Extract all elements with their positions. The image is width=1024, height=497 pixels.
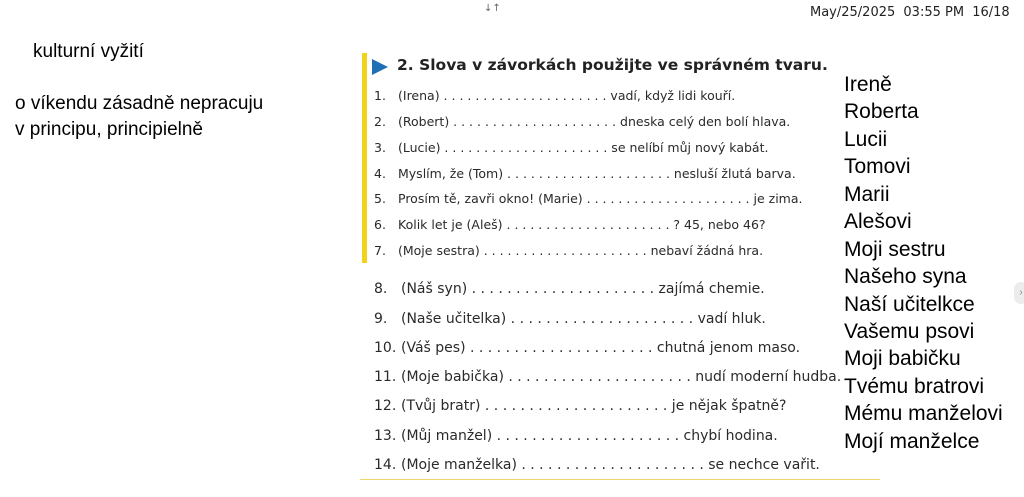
exercise-row (374, 217, 766, 232)
answer-text: Moji babičku (844, 347, 961, 370)
row-text: (Naše učitelka) . . . . . . . . . . . . . . . . . . . . . vadí hluk. (401, 311, 766, 327)
sheet-bottom-rule (360, 479, 880, 480)
answer-text: Ireně (844, 73, 892, 96)
answer-text: Lucii (844, 128, 888, 151)
row-number: 9. (374, 311, 388, 327)
note-text: v principu, principielně (15, 119, 203, 140)
row-text: (Moje sestra) . . . . . . . . . . . . . . . . . . . . . nebaví žádná hra. (398, 243, 764, 258)
exercise-row (374, 428, 778, 444)
row-number: 1. (374, 88, 386, 103)
row-number: 6. (374, 217, 386, 232)
answer-text: Tomovi (844, 155, 911, 178)
row-text: (Moje babička) . . . . . . . . . . . . . . . . . . . . . nudí moderní hudba. (401, 369, 842, 385)
answer-text: Vašemu psovi (844, 320, 975, 343)
row-text: (Moje manželka) . . . . . . . . . . . . . . . . . . . . . se nechce vařit. (401, 457, 820, 473)
answer-text: Tvému bratrovi (844, 375, 985, 398)
row-number: 7. (374, 243, 386, 258)
row-number: 12. (374, 398, 397, 414)
row-text: (Můj manžel) . . . . . . . . . . . . . . . . . . . . . chybí hodina. (401, 428, 778, 444)
exercise-row (374, 340, 800, 356)
answer-text: Alešovi (844, 210, 912, 233)
row-number: 4. (374, 166, 386, 181)
answer-text: Mému manželovi (844, 402, 1003, 425)
row-number: 10. (374, 340, 397, 356)
row-text: Prosím tě, zavři okno! (Marie) . . . . . . . . . . . . . . . . . . . . . je zima. (398, 191, 803, 206)
exercise-row (374, 140, 768, 155)
row-text: (Irena) . . . . . . . . . . . . . . . . . . . . . vadí, když lidi kouří. (398, 88, 736, 103)
exercise-row (374, 166, 796, 181)
row-text: (Tvůj bratr) . . . . . . . . . . . . . . . . . . . . . je nějak špatně? (401, 398, 787, 414)
row-number: 11. (374, 369, 397, 385)
exercise-row (374, 281, 765, 297)
exercise-row (374, 114, 790, 129)
note-text: kulturní vyžití (33, 41, 144, 62)
exercise-row (374, 88, 735, 103)
page-indicator: 16/18 (972, 5, 1010, 20)
status-bar (810, 5, 1014, 20)
row-text: Kolik let je (Aleš) . . . . . . . . . . . . . . . . . . . . . ? 45, nebo 46? (398, 217, 766, 232)
section-accent-bar (362, 53, 367, 263)
answer-text: Našeho syna (844, 265, 967, 288)
row-number: 13. (374, 428, 397, 444)
row-text: (Váš pes) . . . . . . . . . . . . . . . . . . . . . chutná jenom maso. (401, 340, 801, 356)
row-text: (Náš syn) . . . . . . . . . . . . . . . . . . . . . zajímá chemie. (401, 281, 765, 297)
exercise-row (374, 311, 766, 327)
row-number: 5. (374, 191, 386, 206)
row-number: 14. (374, 457, 397, 473)
row-text: (Robert) . . . . . . . . . . . . . . . . . . . . . dneska celý den bolí hlava. (398, 114, 791, 129)
note-text: o víkendu zásadně nepracuju (15, 93, 264, 114)
exercise-title: 2. Slova v závorkách použijte ve správném tvaru. (397, 56, 828, 74)
answer-text: Roberta (844, 100, 919, 123)
row-text: Myslím, že (Tom) . . . . . . . . . . . . . . . . . . . . . nesluší žlutá barva. (398, 166, 796, 181)
answer-text: Naší učitelkce (844, 293, 975, 316)
row-text: (Lucie) . . . . . . . . . . . . . . . . . . . . . se nelíbí můj nový kabát. (398, 140, 769, 155)
exercise-row (374, 243, 763, 258)
exercise-row (374, 369, 841, 385)
sort-arrows-icon[interactable]: ↓↑ (484, 3, 501, 14)
row-number: 2. (374, 114, 386, 129)
triangle-bullet-icon (372, 59, 388, 75)
exercise-row (374, 191, 803, 206)
row-number: 3. (374, 140, 386, 155)
side-scroll-handle[interactable]: › (1014, 282, 1024, 304)
exercise-row (374, 457, 820, 473)
answer-text: Marii (844, 183, 890, 206)
row-number: 8. (374, 281, 388, 297)
answer-text: Moji sestru (844, 238, 946, 261)
time-label: 03:55 PM (903, 5, 965, 20)
answer-text: Mojí manželce (844, 430, 980, 453)
date-label: May/25/2025 (810, 5, 896, 20)
exercise-row (374, 398, 786, 414)
